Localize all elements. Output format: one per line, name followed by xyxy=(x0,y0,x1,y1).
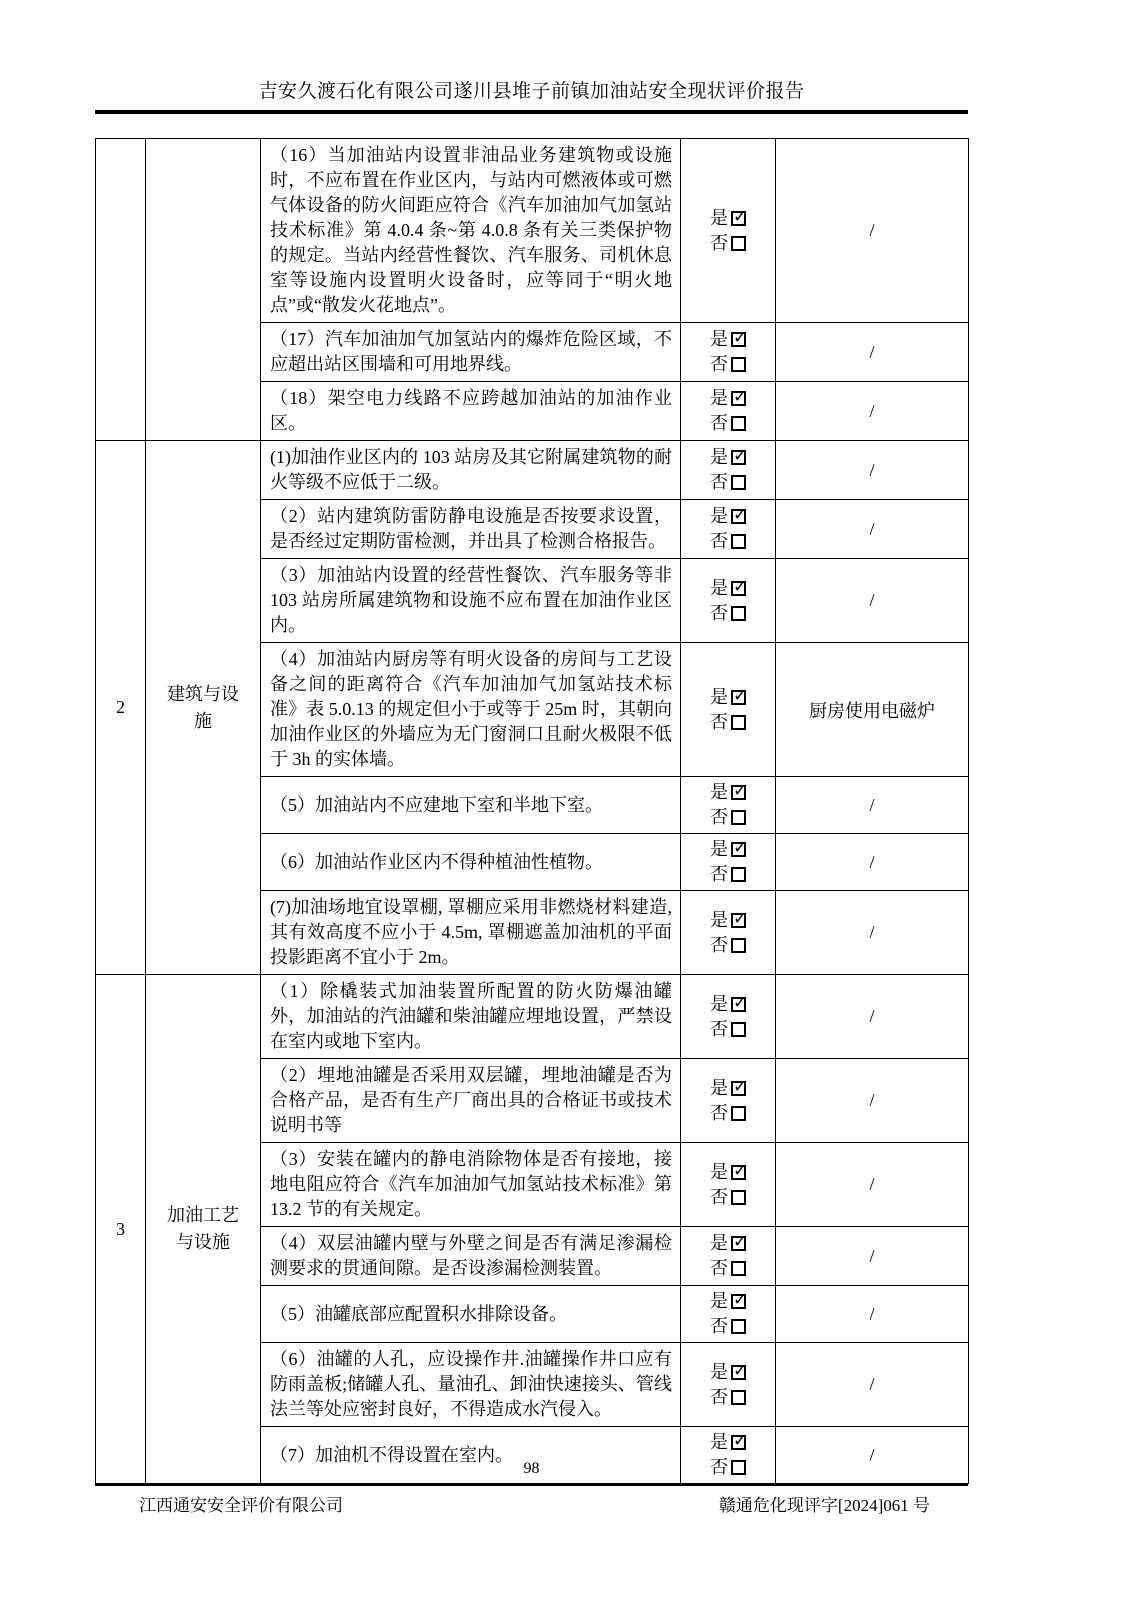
remark-cell: / xyxy=(776,975,969,1059)
checkbox-unchecked-icon xyxy=(731,810,746,825)
item-description: （4）加油站内厨房等有明火设备的房间与工艺设备之间的距离符合《汽车加油加气加氢站技术标准》表 5.0.13 的规定但小于或等于 25m 时，其朝向加油作业区的外墙应为无门窗洞口且耐火极限不低于 3h 的实体墙。 xyxy=(261,643,681,777)
item-description: （1）除橇装式加油装置所配置的防火防爆油罐外，加油站的汽油罐和柴油罐应埋地设置，严禁设在室内或地下室内。 xyxy=(261,975,681,1059)
check-label: 否 xyxy=(710,807,728,827)
item-description: （2）埋地油罐是否采用双层罐，埋地油罐是否为合格产品，是否有生产厂商出具的合格证书或技术说明书等 xyxy=(261,1059,681,1143)
checkbox-checked-icon xyxy=(731,1360,748,1381)
yes-no-cell xyxy=(681,382,776,441)
check-mark-icon: ✓ xyxy=(733,1290,748,1310)
item-description: （5）加油站内不应建地下室和半地下室。 xyxy=(261,777,681,834)
yes-no-cell xyxy=(681,1286,776,1343)
check-label: 是 xyxy=(710,447,728,467)
group-number xyxy=(96,139,146,441)
no-checkbox xyxy=(683,1101,773,1126)
check-mark-icon: ✓ xyxy=(733,781,748,801)
no-checkbox xyxy=(683,1185,773,1210)
checkbox-checked-icon xyxy=(731,576,748,597)
no-checkbox xyxy=(683,1314,773,1339)
checkbox-unchecked-icon xyxy=(731,1190,746,1205)
header-divider xyxy=(95,110,968,114)
check-label: 是 xyxy=(710,1361,728,1382)
remark-cell: / xyxy=(776,559,969,643)
check-mark-icon: ✓ xyxy=(733,1076,748,1097)
page-content xyxy=(95,0,968,1484)
no-checkbox xyxy=(683,1017,773,1042)
yes-no-cell xyxy=(681,834,776,891)
footer-row xyxy=(95,1486,968,1516)
check-label: 否 xyxy=(710,1186,728,1207)
check-label: 是 xyxy=(710,839,728,859)
remark-cell: / xyxy=(776,1059,969,1143)
check-mark-icon: ✓ xyxy=(733,992,748,1013)
checkbox-checked-icon xyxy=(731,387,748,407)
group-category xyxy=(146,139,261,441)
check-label: 否 xyxy=(710,1102,728,1123)
remark-cell: / xyxy=(776,323,969,382)
footer-doc-number: 赣通危化现评字[2024]061 号 xyxy=(718,1496,930,1515)
group-category: 建筑与设施 xyxy=(146,441,261,975)
item-description: （4）双层油罐内壁与外壁之间是否有满足渗漏检测要求的贯通间隙。是否设渗漏检测装置。 xyxy=(261,1227,681,1286)
check-label: 是 xyxy=(710,909,728,930)
yes-no-cell xyxy=(681,975,776,1059)
remark-cell: / xyxy=(776,139,969,323)
yes-no-cell xyxy=(681,559,776,643)
check-label: 否 xyxy=(710,1018,728,1039)
checkbox-checked-icon xyxy=(731,781,748,801)
yes-no-cell xyxy=(681,1059,776,1143)
page-footer xyxy=(95,1460,968,1516)
check-mark-icon: ✓ xyxy=(733,1232,748,1252)
yes-no-cell xyxy=(681,139,776,323)
remark-cell: 厨房使用电磁炉 xyxy=(776,643,969,777)
check-label: 是 xyxy=(710,329,728,349)
checkbox-unchecked-icon xyxy=(731,1261,746,1276)
checkbox-unchecked-icon xyxy=(731,867,746,882)
check-label: 否 xyxy=(710,1457,728,1477)
remark-cell: / xyxy=(776,1427,969,1484)
check-mark-icon: ✓ xyxy=(733,206,748,227)
yes-no-cell xyxy=(681,777,776,834)
check-mark-icon: ✓ xyxy=(733,505,748,525)
remark-cell: / xyxy=(776,1227,969,1286)
check-label: 是 xyxy=(710,207,728,228)
check-label: 否 xyxy=(710,232,728,253)
check-mark-icon: ✓ xyxy=(733,1431,748,1451)
yes-checkbox xyxy=(683,1231,773,1256)
checkbox-checked-icon xyxy=(731,838,748,858)
group-number: 2 xyxy=(96,441,146,975)
check-label: 否 xyxy=(710,1316,728,1336)
item-description: (1)加油作业区内的 103 站房及其它附属建筑物的耐火等级不应低于二级。 xyxy=(261,441,681,500)
item-description: （3）加油站内设置的经营性餐饮、汽车服务等非 103 站房所属建筑物和设施不应布置在加油作业区内。 xyxy=(261,559,681,643)
checkbox-unchecked-icon xyxy=(731,416,746,431)
item-description: （3）安装在罐内的静电消除物体是否有接地，接地电阻应符合《汽车加油加气加氢站技术标准》第 13.2 节的有关规定。 xyxy=(261,1143,681,1227)
yes-checkbox xyxy=(683,780,773,805)
remark-cell: / xyxy=(776,1143,969,1227)
checkbox-unchecked-icon xyxy=(731,1390,746,1405)
check-label: 否 xyxy=(710,1258,728,1278)
checklist-table xyxy=(95,138,969,1484)
checkbox-unchecked-icon xyxy=(731,475,746,490)
no-checkbox xyxy=(683,933,773,958)
check-label: 否 xyxy=(710,413,728,433)
check-mark-icon: ✓ xyxy=(733,838,748,858)
check-mark-icon: ✓ xyxy=(733,685,748,706)
check-label: 是 xyxy=(710,993,728,1014)
checkbox-checked-icon xyxy=(731,446,748,466)
check-label: 否 xyxy=(710,864,728,884)
checkbox-checked-icon xyxy=(731,685,748,706)
yes-no-cell xyxy=(681,643,776,777)
page-title: 吉安久渡石化有限公司遂川县堆子前镇加油站安全现状评价报告 xyxy=(258,81,805,102)
checkbox-unchecked-icon xyxy=(731,1319,746,1334)
item-description: （7）加油机不得设置在室内。 xyxy=(261,1427,681,1484)
checkbox-unchecked-icon xyxy=(731,715,746,730)
yes-checkbox xyxy=(683,576,773,601)
checklist-table-body xyxy=(96,139,969,1484)
checkbox-checked-icon xyxy=(731,328,748,348)
remark-cell: / xyxy=(776,1286,969,1343)
item-description: (7)加油场地宜设罩棚, 罩棚应采用非燃烧材料建造, 其有效高度不应小于 4.5m, 罩棚遮盖加油机的平面投影距离不宜小于 2m。 xyxy=(261,891,681,975)
yes-checkbox xyxy=(683,1289,773,1314)
check-label: 是 xyxy=(710,1077,728,1098)
check-label: 否 xyxy=(710,934,728,955)
checkbox-unchecked-icon xyxy=(731,357,746,372)
checklist-row xyxy=(96,975,969,1059)
item-description: （16）当加油站内设置非油品业务建筑物或设施时，不应布置在作业区内，与站内可燃液体或可燃气体设备的防火间距应符合《汽车加油加气加氢站技术标准》第 4.0.4 条~第 4.0.8 条有关三类保护物的规定。当站内经营性餐饮、汽车服务、司机休息室等设施内设置明火设备时，应等同于“明火地点”或“散发火花地点”。 xyxy=(261,139,681,323)
check-label: 是 xyxy=(710,1291,728,1311)
check-label: 是 xyxy=(710,388,728,408)
remark-cell: / xyxy=(776,891,969,975)
yes-no-cell xyxy=(681,891,776,975)
item-description: （17）汽车加油加气加氢站内的爆炸危险区域，不应超出站区围墙和可用地界线。 xyxy=(261,323,681,382)
no-checkbox xyxy=(683,862,773,887)
yes-no-cell xyxy=(681,1343,776,1427)
remark-cell: / xyxy=(776,382,969,441)
checkbox-checked-icon xyxy=(731,505,748,525)
group-category: 加油工艺与设施 xyxy=(146,975,261,1484)
checkbox-unchecked-icon xyxy=(731,606,746,621)
checkbox-unchecked-icon xyxy=(731,236,746,251)
group-number: 3 xyxy=(96,975,146,1484)
yes-checkbox xyxy=(683,1076,773,1101)
check-label: 是 xyxy=(710,1432,728,1452)
no-checkbox xyxy=(683,710,773,735)
yes-checkbox xyxy=(683,445,773,470)
yes-checkbox xyxy=(683,1430,773,1455)
yes-checkbox xyxy=(683,685,773,710)
yes-checkbox xyxy=(683,327,773,352)
check-mark-icon: ✓ xyxy=(733,1360,748,1381)
yes-no-cell xyxy=(681,1143,776,1227)
yes-no-cell xyxy=(681,500,776,559)
no-checkbox xyxy=(683,529,773,554)
remark-cell: / xyxy=(776,1343,969,1427)
yes-checkbox xyxy=(683,504,773,529)
checkbox-checked-icon xyxy=(731,1290,748,1310)
check-label: 是 xyxy=(710,506,728,526)
no-checkbox xyxy=(683,231,773,256)
check-label: 否 xyxy=(710,472,728,492)
no-checkbox xyxy=(683,1256,773,1281)
checkbox-checked-icon xyxy=(731,206,748,227)
checklist-row xyxy=(96,441,969,500)
remark-cell: / xyxy=(776,777,969,834)
check-label: 否 xyxy=(710,602,728,623)
check-label: 是 xyxy=(710,686,728,707)
checkbox-checked-icon xyxy=(731,1431,748,1451)
check-label: 否 xyxy=(710,354,728,374)
check-mark-icon: ✓ xyxy=(733,908,748,929)
checkbox-checked-icon xyxy=(731,1232,748,1252)
check-label: 否 xyxy=(710,711,728,732)
yes-checkbox xyxy=(683,386,773,411)
item-description: （5）油罐底部应配置积水排除设备。 xyxy=(261,1286,681,1343)
item-description: （6）油罐的人孔，应设操作井.油罐操作井口应有防雨盖板;储罐人孔、量油孔、卸油快速接头、管线法兰等处应密封良好，不得造成水汽侵入。 xyxy=(261,1343,681,1427)
check-label: 是 xyxy=(710,577,728,598)
no-checkbox xyxy=(683,1385,773,1410)
check-mark-icon: ✓ xyxy=(733,387,748,407)
checkbox-unchecked-icon xyxy=(731,1106,746,1121)
yes-no-cell xyxy=(681,1227,776,1286)
remark-cell: / xyxy=(776,500,969,559)
checkbox-unchecked-icon xyxy=(731,1022,746,1037)
item-description: （2）站内建筑防雷防静电设施是否按要求设置，是否经过定期防雷检测，并出具了检测合格报告。 xyxy=(261,500,681,559)
yes-no-cell xyxy=(681,323,776,382)
checkbox-checked-icon xyxy=(731,1160,748,1181)
item-description: （6）加油站作业区内不得种植油性植物。 xyxy=(261,834,681,891)
checkbox-checked-icon xyxy=(731,908,748,929)
check-mark-icon: ✓ xyxy=(733,328,748,348)
check-label: 否 xyxy=(710,1386,728,1407)
item-description: （18）架空电力线路不应跨越加油站的加油作业区。 xyxy=(261,382,681,441)
no-checkbox xyxy=(683,601,773,626)
check-mark-icon: ✓ xyxy=(733,1160,748,1181)
yes-checkbox xyxy=(683,837,773,862)
no-checkbox xyxy=(683,411,773,436)
footer-company: 江西通安安全评价有限公司 xyxy=(139,1496,343,1515)
check-label: 是 xyxy=(710,1233,728,1253)
remark-cell: / xyxy=(776,834,969,891)
checkbox-checked-icon xyxy=(731,992,748,1013)
checkbox-unchecked-icon xyxy=(731,938,746,953)
check-label: 是 xyxy=(710,1161,728,1182)
checkbox-checked-icon xyxy=(731,1076,748,1097)
no-checkbox xyxy=(683,805,773,830)
check-label: 否 xyxy=(710,531,728,551)
checkbox-unchecked-icon xyxy=(731,534,746,549)
yes-checkbox xyxy=(683,1160,773,1185)
yes-checkbox xyxy=(683,1360,773,1385)
yes-checkbox xyxy=(683,992,773,1017)
yes-checkbox xyxy=(683,206,773,231)
page-number: 98 xyxy=(523,1460,540,1477)
no-checkbox xyxy=(683,470,773,495)
yes-no-cell xyxy=(681,441,776,500)
check-mark-icon: ✓ xyxy=(733,446,748,466)
no-checkbox xyxy=(683,352,773,377)
check-label: 是 xyxy=(710,782,728,802)
check-mark-icon: ✓ xyxy=(733,576,748,597)
checklist-row xyxy=(96,139,969,323)
yes-checkbox xyxy=(683,908,773,933)
remark-cell: / xyxy=(776,441,969,500)
